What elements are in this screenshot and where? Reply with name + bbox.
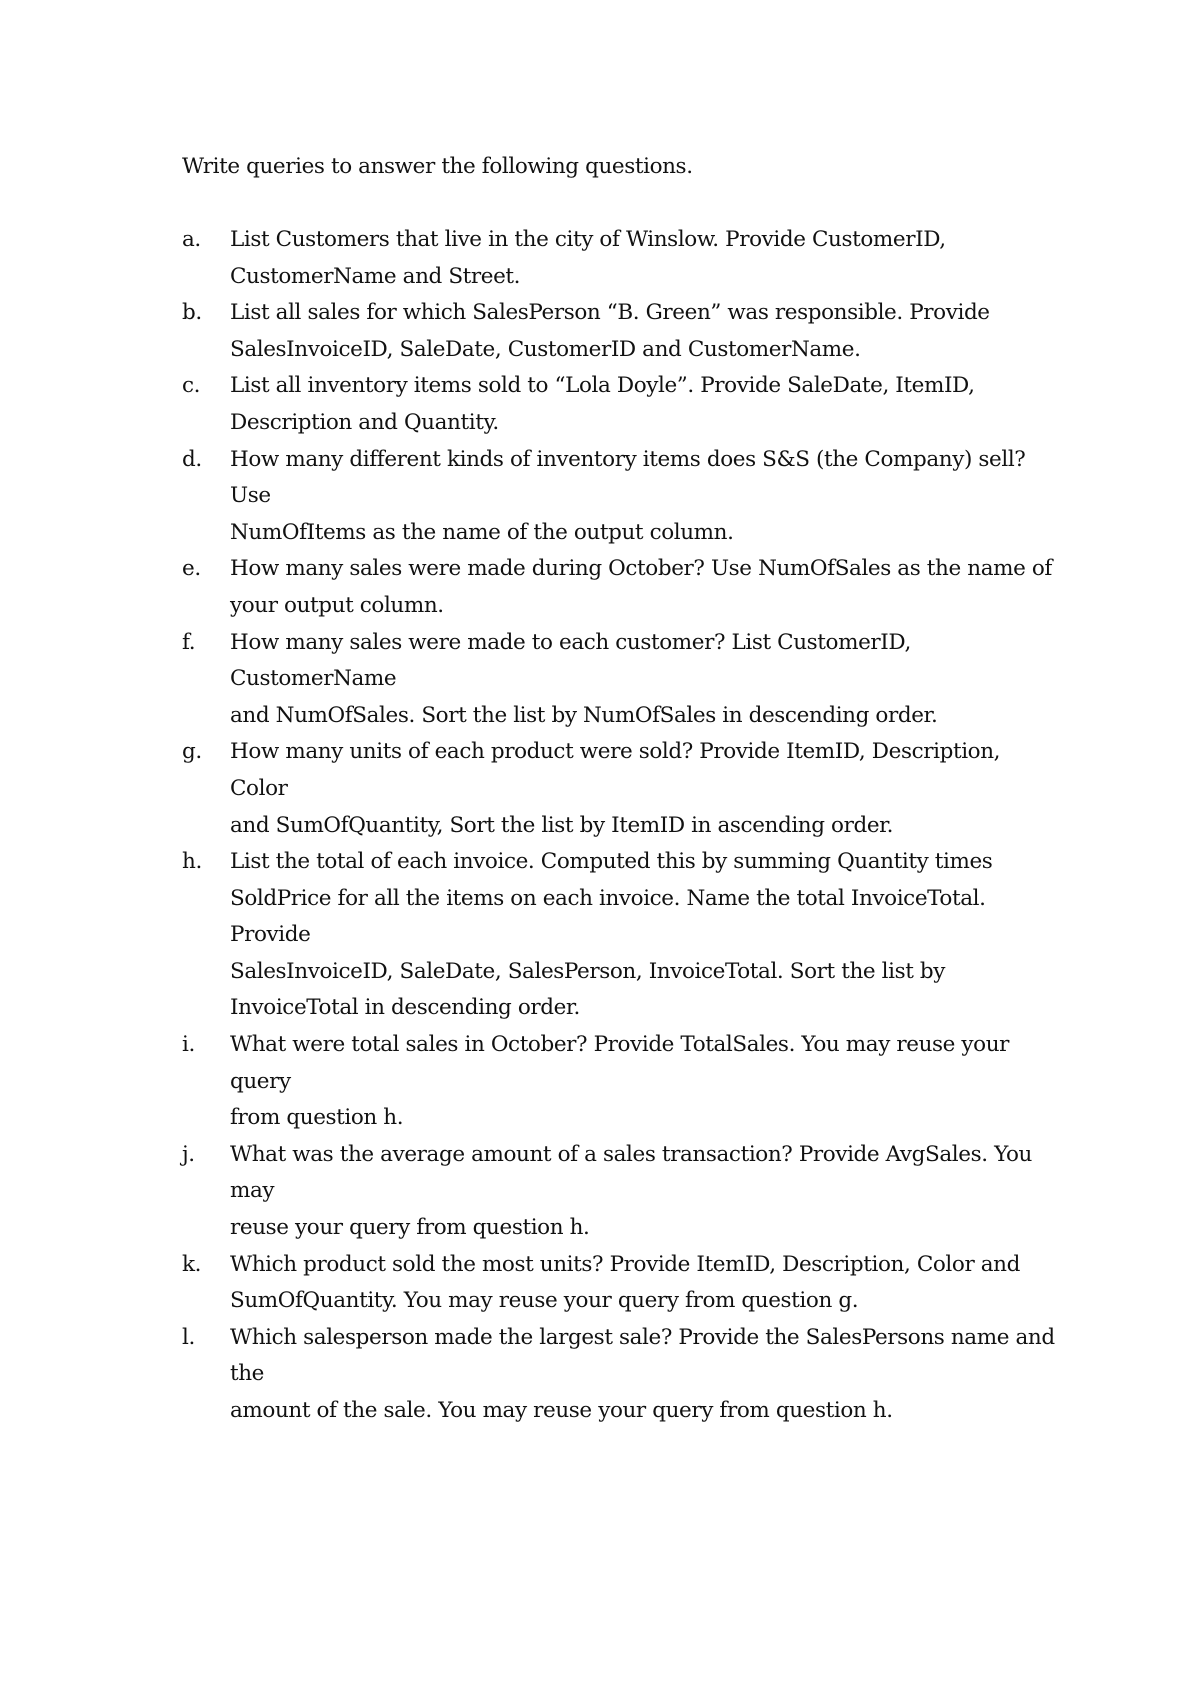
question-letter: e. bbox=[182, 556, 201, 582]
question-item-l bbox=[182, 1320, 1062, 1430]
instructions-text: Write queries to answer the following questions. bbox=[182, 154, 693, 179]
question-item-e bbox=[182, 551, 1062, 624]
question-text: List all inventory items sold to “Lola Doyle”. Provide SaleDate, ItemID, Description and Quantity. bbox=[230, 373, 975, 435]
question-text: List the total of each invoice. Computed this by summing Quantity times SoldPrice for all the items on each invoice. Name the total InvoiceTotal. Provide SalesInvoiceID, SaleDate, SalesPerson, InvoiceTotal. Sort the list by InvoiceTotal in descending order. bbox=[230, 849, 993, 1021]
question-text: List all sales for which SalesPerson “B. Green” was responsible. Provide SalesInvoiceID, SaleDate, CustomerID and CustomerName. bbox=[230, 300, 990, 362]
question-text: How many sales were made during October? Use NumOfSales as the name of your output column. bbox=[230, 556, 1052, 618]
question-item-d bbox=[182, 442, 1062, 552]
question-letter: b. bbox=[182, 300, 202, 326]
question-text: Which salesperson made the largest sale? Provide the SalesPersons name and the amount of the sale. You may reuse your query from question h. bbox=[230, 1324, 1055, 1423]
question-letter: i. bbox=[182, 1032, 195, 1058]
question-letter: l. bbox=[182, 1324, 195, 1350]
question-letter: g. bbox=[182, 739, 202, 765]
question-letter: f. bbox=[182, 629, 196, 655]
question-item-k bbox=[182, 1247, 1062, 1320]
question-letter: h. bbox=[182, 849, 202, 875]
question-item-a bbox=[182, 222, 1062, 295]
question-letter: a. bbox=[182, 227, 201, 252]
question-item-i bbox=[182, 1027, 1062, 1137]
question-text: How many units of each product were sold? Provide ItemID, Description, Color and SumOfQuantity, Sort the list by ItemID in ascending order. bbox=[230, 739, 1001, 838]
question-text: How many sales were made to each customer? List CustomerID, CustomerName and NumOfSales. Sort the list by NumOfSales in descending order. bbox=[230, 629, 938, 728]
question-text: How many different kinds of inventory items does S&S (the Company) sell? Use NumOfItems as the name of the output column. bbox=[230, 446, 1026, 545]
question-letter: k. bbox=[182, 1251, 202, 1277]
question-text: What was the average amount of a sales transaction? Provide AvgSales. You may reuse your query from question h. bbox=[230, 1141, 1033, 1241]
question-letter: c. bbox=[182, 373, 201, 399]
question-text: Which product sold the most units? Provide ItemID, Description, Color and SumOfQuantity. You may reuse your query from question g. bbox=[230, 1251, 1020, 1314]
question-item-c bbox=[182, 368, 1062, 441]
question-text: What were total sales in October? Provide TotalSales. You may reuse your query from question h. bbox=[230, 1032, 1010, 1131]
question-list bbox=[182, 222, 1062, 1430]
question-item-b bbox=[182, 295, 1062, 368]
question-item-j bbox=[182, 1137, 1062, 1247]
question-letter: j. bbox=[182, 1141, 195, 1167]
question-text: List Customers that live in the city of Winslow. Provide CustomerID, CustomerName and Street. bbox=[230, 227, 946, 289]
question-item-h bbox=[182, 844, 1062, 1027]
question-letter: d. bbox=[182, 446, 202, 472]
question-item-g bbox=[182, 734, 1062, 844]
question-item-f bbox=[182, 625, 1062, 735]
